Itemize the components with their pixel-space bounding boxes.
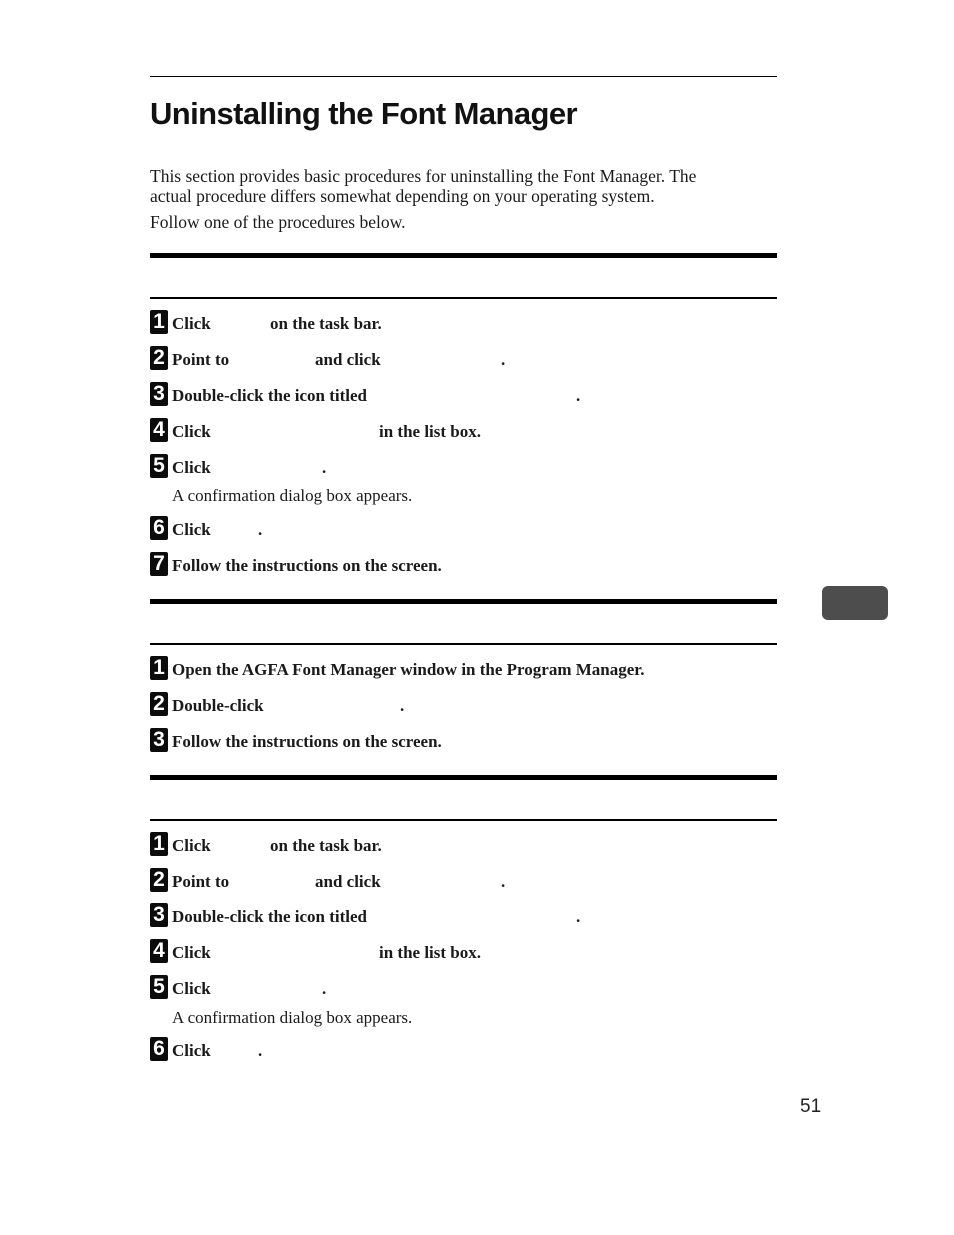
step-number-icon: 1 [150, 832, 168, 856]
step-text: on the task bar. [270, 314, 382, 333]
section1-heading-rule [150, 253, 777, 258]
step-text: Click [172, 943, 211, 962]
section2-subheading-rule [150, 643, 777, 645]
step-text: Click [172, 314, 211, 333]
step-text: Point to [172, 350, 230, 369]
step-text: Double-click [172, 696, 264, 715]
step-number-icon: 2 [150, 868, 168, 892]
step-number-icon: 4 [150, 418, 168, 442]
section3-heading-rule [150, 775, 777, 780]
step-number-icon: 3 [150, 728, 168, 752]
step-text: Follow the instructions on the screen. [172, 732, 442, 751]
step-text: Double-click the icon titled [172, 386, 368, 405]
step-number-icon: 5 [150, 975, 168, 999]
step-text: . [576, 386, 581, 405]
step-number-icon: 3 [150, 382, 168, 406]
step-text: . [501, 872, 506, 891]
page-number: 51 [800, 1096, 822, 1117]
step-text: . [576, 907, 581, 926]
section3-note: A confirmation dialog box appears. [172, 1008, 413, 1027]
step-text: Click [172, 836, 211, 855]
step-number-icon: 5 [150, 454, 168, 478]
step-text: Point to [172, 872, 230, 891]
step-text: on the task bar. [270, 836, 382, 855]
step-text: . [258, 1041, 263, 1060]
step-number-icon: 2 [150, 346, 168, 370]
step-text: Follow the instructions on the screen. [172, 556, 442, 575]
step-text: in the list box. [379, 422, 482, 441]
section1-note: A confirmation dialog box appears. [172, 486, 413, 505]
header-rule [150, 76, 777, 77]
step-text: . [258, 520, 263, 539]
intro-line-2: actual procedure differs somewhat depending on your operating system. [150, 186, 655, 206]
step-number-icon: 3 [150, 903, 168, 927]
section1-subheading-rule [150, 297, 777, 299]
step-text: in the list box. [379, 943, 482, 962]
step-text: Click [172, 1041, 211, 1060]
section2-heading-rule [150, 599, 777, 604]
step-text: Double-click the icon titled [172, 907, 368, 926]
step-number-icon: 1 [150, 656, 168, 680]
step-text: Open the AGFA Font Manager window in the Program Manager. [172, 660, 645, 679]
section3-subheading-rule [150, 819, 777, 821]
step-text: . [400, 696, 405, 715]
step-text: and click [315, 872, 381, 891]
page-title: Uninstalling the Font Manager [150, 96, 577, 131]
step-number-icon: 7 [150, 552, 168, 576]
step-text: Click [172, 979, 211, 998]
step-number-icon: 4 [150, 939, 168, 963]
step-number-icon: 6 [150, 516, 168, 540]
intro-line-1: This section provides basic procedures for uninstalling the Font Manager. The [150, 166, 697, 186]
chapter-tab-marker [822, 586, 888, 620]
step-text: . [501, 350, 506, 369]
step-text: Click [172, 422, 211, 441]
step-text: Click [172, 458, 211, 477]
step-text: Click [172, 520, 211, 539]
intro-line-3: Follow one of the procedures below. [150, 212, 406, 232]
step-number-icon: 2 [150, 692, 168, 716]
step-text: . [322, 979, 327, 998]
step-text: and click [315, 350, 381, 369]
step-number-icon: 6 [150, 1037, 168, 1061]
step-text: . [322, 458, 327, 477]
step-number-icon: 1 [150, 310, 168, 334]
